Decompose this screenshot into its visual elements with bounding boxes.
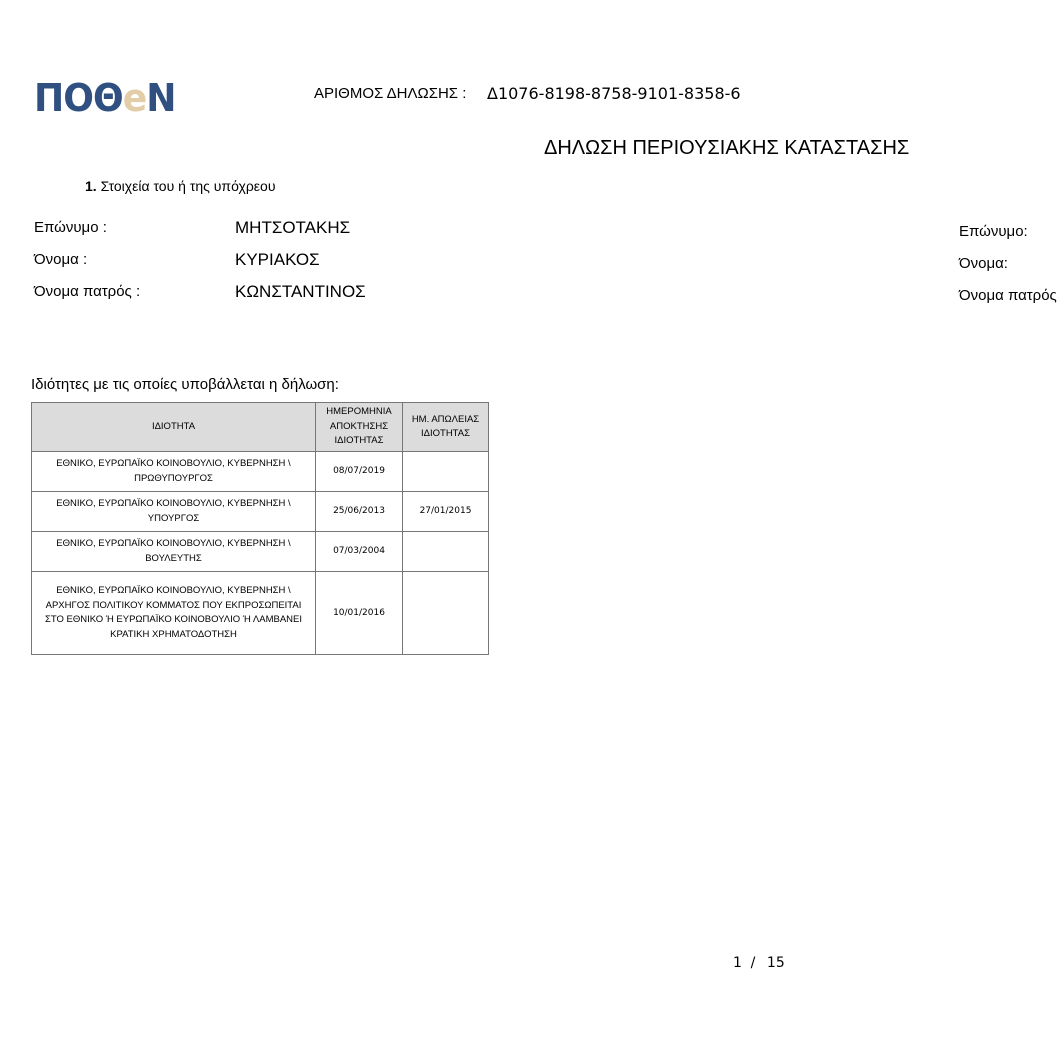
header-capacity: ΙΔΙΟΤΗΤΑ — [32, 403, 316, 452]
document-title: ΔΗΛΩΣΗ ΠΕΡΙΟΥΣΙΑΚΗΣ ΚΑΤΑΣΤΑΣΗΣ — [544, 137, 910, 159]
acquisition-date-cell: 25/06/2013 — [316, 492, 403, 532]
capacities-label: Ιδιότητες με τις οποίες υποβάλλεται η δήλωση: — [31, 376, 339, 393]
current-page: 1 — [733, 955, 742, 971]
name-value: ΚΥΡΙΑΚΟΣ — [235, 250, 320, 269]
page-separator: / — [750, 955, 756, 971]
surname-value: ΜΗΤΣΟΤΑΚΗΣ — [235, 218, 351, 237]
header-acquisition-date: ΗΜΕΡΟΜΗΝΙΑ ΑΠΟΚΤΗΣΗΣ ΙΔΙΟΤΗΤΑΣ — [316, 403, 403, 452]
acquisition-date-cell: 08/07/2019 — [316, 452, 403, 492]
loss-date-cell: 27/01/2015 — [403, 492, 489, 532]
capacity-cell: ΕΘΝΙΚΟ, ΕΥΡΩΠΑΪΚΟ ΚΟΙΝΟΒΟΥΛΙΟ, ΚΥΒΕΡΝΗΣΗ \ ΥΠΟΥΡΓΟΣ — [32, 492, 316, 532]
section-title: Στοιχεία του ή της υπόχρεου — [100, 178, 276, 194]
loss-date-cell — [403, 452, 489, 492]
spouse-surname-label: Επώνυμο: — [959, 223, 1028, 240]
acquisition-date-cell: 10/01/2016 — [316, 572, 403, 655]
father-name-value: ΚΩΝΣΤΑΝΤΙΝΟΣ — [235, 282, 366, 301]
declaration-number: Δ1076-8198-8758-9101-8358-6 — [487, 84, 741, 103]
loss-date-cell — [403, 532, 489, 572]
table-row — [32, 452, 489, 492]
declaration-number-label: ΑΡΙΘΜΟΣ ΔΗΛΩΣΗΣ : — [314, 85, 467, 102]
header-loss-date: ΗΜ. ΑΠΩΛΕΙΑΣ ΙΔΙΟΤΗΤΑΣ — [403, 403, 489, 452]
acquisition-date-cell: 07/03/2004 — [316, 532, 403, 572]
section-number: 1. — [85, 178, 97, 194]
table-row — [32, 532, 489, 572]
pothen-logo: ΠΟΘeΝ — [34, 76, 176, 120]
father-name-label: Όνομα πατρός : — [34, 283, 141, 300]
capacity-cell: ΕΘΝΙΚΟ, ΕΥΡΩΠΑΪΚΟ ΚΟΙΝΟΒΟΥΛΙΟ, ΚΥΒΕΡΝΗΣΗ \ ΒΟΥΛΕΥΤΗΣ — [32, 532, 316, 572]
capacity-cell: ΕΘΝΙΚΟ, ΕΥΡΩΠΑΪΚΟ ΚΟΙΝΟΒΟΥΛΙΟ, ΚΥΒΕΡΝΗΣΗ \ ΑΡΧΗΓΟΣ ΠΟΛΙΤΙΚΟΥ ΚΟΜΜΑΤΟΣ ΠΟΥ ΕΚΠΡΟΣΩΠΕΙΤΑΙ ΣΤΟ ΕΘΝΙΚΟ Ή ΕΥΡΩΠΑΪΚΟ ΚΟΙΝΟΒΟΥΛΙΟ Ή ΛΑΜΒΑΝΕΙ ΚΡΑΤΙΚΗ ΧΡΗΜΑΤΟΔΟΤΗΣΗ — [32, 572, 316, 655]
name-label: Όνομα : — [34, 251, 88, 268]
page-indicator — [733, 955, 785, 971]
table-row — [32, 572, 489, 655]
spouse-father-name-label: Όνομα πατρός — [959, 287, 1057, 304]
surname-label: Επώνυμο : — [34, 219, 107, 236]
capacity-cell: ΕΘΝΙΚΟ, ΕΥΡΩΠΑΪΚΟ ΚΟΙΝΟΒΟΥΛΙΟ, ΚΥΒΕΡΝΗΣΗ \ ΠΡΩΘΥΠΟΥΡΓΟΣ — [32, 452, 316, 492]
capacities-table — [31, 402, 489, 655]
table-header-row — [32, 403, 489, 452]
loss-date-cell — [403, 572, 489, 655]
spouse-name-label: Όνομα: — [959, 255, 1008, 272]
table-row — [32, 492, 489, 532]
total-pages: 15 — [766, 955, 785, 971]
